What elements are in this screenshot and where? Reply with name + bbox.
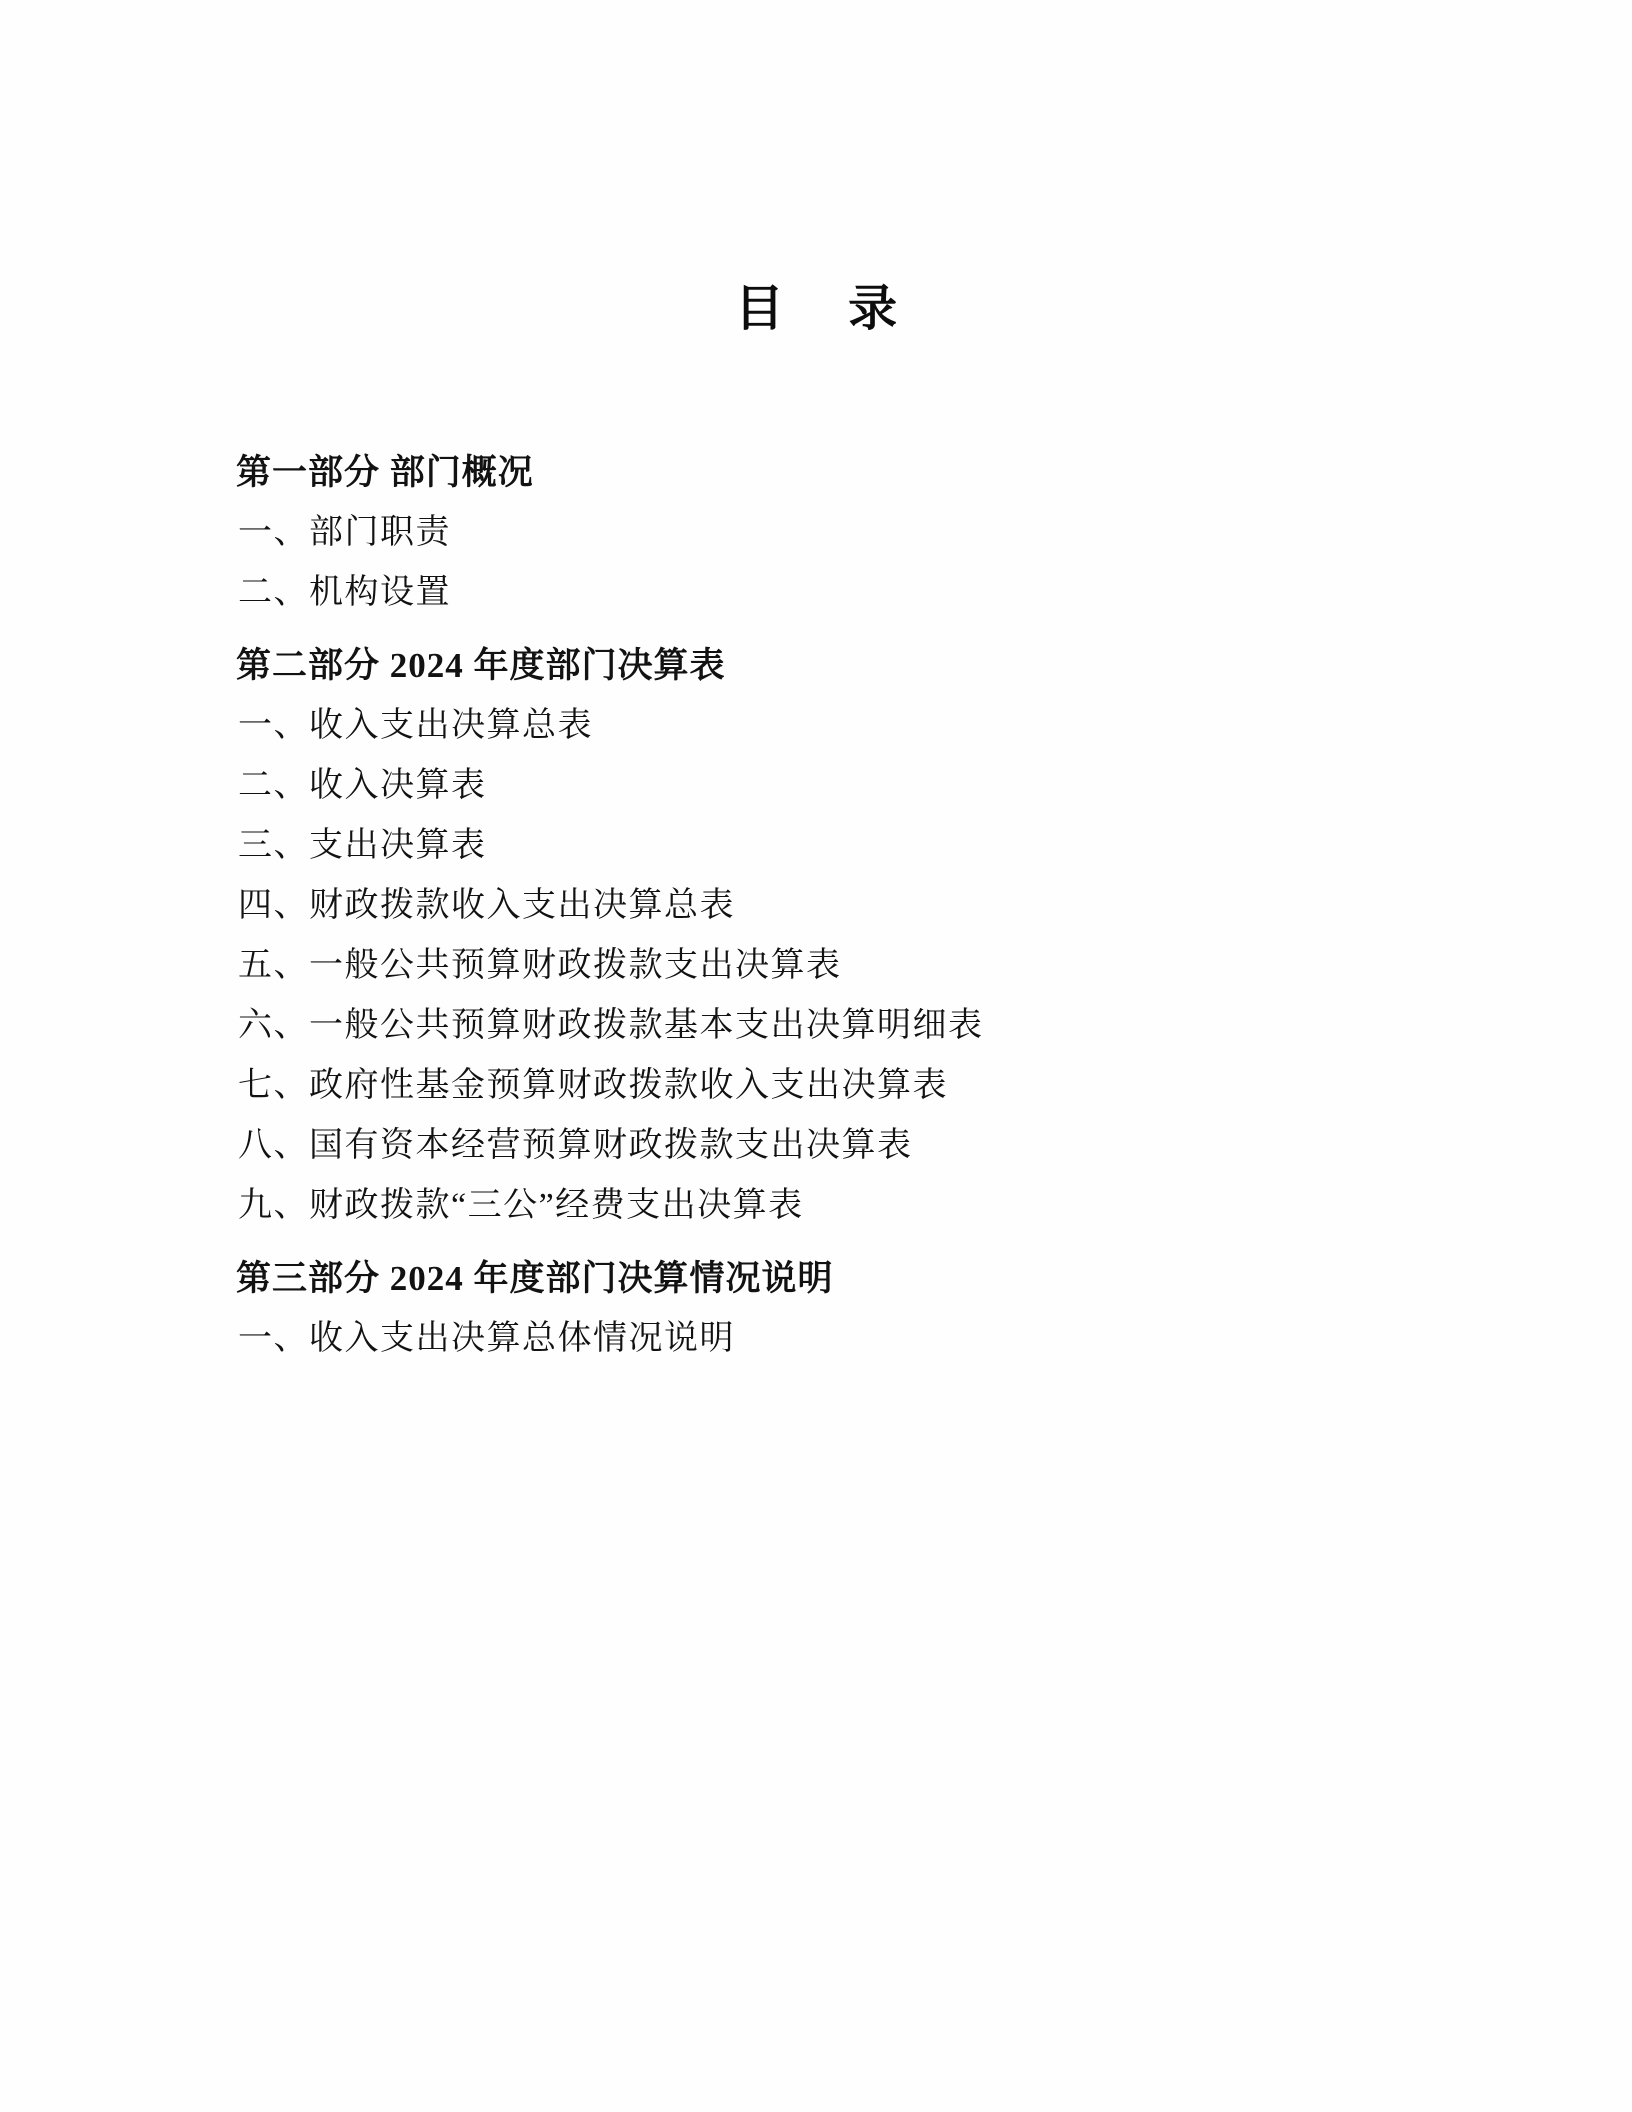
toc-entry-part-1[interactable]: 第一部分 部门概况 [236, 453, 534, 492]
toc-entry-part-2-item-2[interactable]: 二、收入决算表 [238, 767, 487, 804]
toc-entry-part-2-item-8[interactable]: 八、国有资本经营预算财政拨款支出决算表 [238, 1127, 913, 1164]
toc-entry-part-3-item-1[interactable]: 一、收入支出决算总体情况说明 [238, 1320, 735, 1357]
toc-entry-part-2-item-7[interactable]: 七、政府性基金预算财政拨款收入支出决算表 [238, 1067, 948, 1104]
toc-entry-part-2-item-4[interactable]: 四、财政拨款收入支出决算总表 [238, 887, 735, 924]
toc-entry-part-3[interactable]: 第三部分 2024 年度部门决算情况说明 [236, 1259, 834, 1298]
table-of-contents [236, 455, 1416, 1382]
page-title: 目 录 [734, 281, 924, 336]
toc-entry-part-1-item-2[interactable]: 二、机构设置 [238, 574, 451, 611]
toc-entry-part-2-item-3[interactable]: 三、支出决算表 [238, 827, 487, 864]
toc-entry-part-2-item-6[interactable]: 六、一般公共预算财政拨款基本支出决算明细表 [238, 1007, 984, 1044]
toc-entry-part-2-item-1[interactable]: 一、收入支出决算总表 [238, 707, 593, 744]
toc-entry-part-1-item-1[interactable]: 一、部门职责 [238, 514, 451, 551]
toc-entry-part-2-item-9[interactable]: 九、财政拨款“三公”经费支出决算表 [238, 1187, 804, 1224]
toc-entry-part-2[interactable]: 第二部分 2024 年度部门决算表 [236, 646, 726, 685]
toc-entry-part-2-item-5[interactable]: 五、一般公共预算财政拨款支出决算表 [238, 947, 842, 984]
